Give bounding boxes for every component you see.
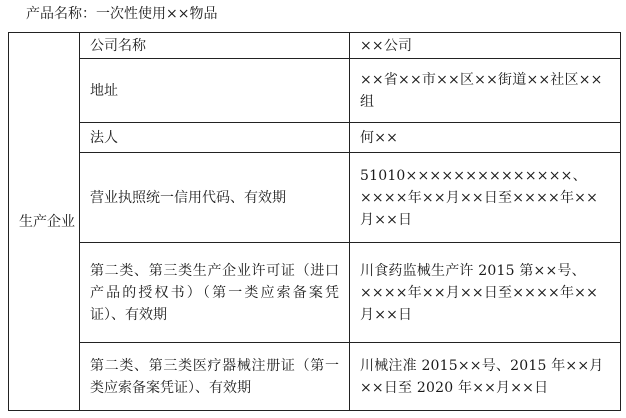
row-label: 法人 — [80, 123, 350, 153]
row-label: 地址 — [80, 59, 350, 123]
row-label: 公司名称 — [80, 33, 350, 59]
enterprise-info-table — [8, 32, 621, 411]
table-row — [9, 33, 621, 59]
table-row — [9, 123, 621, 153]
row-value: ××公司 — [350, 33, 621, 59]
row-value: ××省××市××区××街道××社区××组 — [350, 59, 621, 123]
table-row — [9, 59, 621, 123]
table-row — [9, 343, 621, 411]
row-value: 川食药监械生产许 2015 第××号、××××年××月××日至××××年××月××日 — [350, 243, 621, 343]
row-label: 第二类、第三类医疗器械注册证（第一类应索备案凭证）、有效期 — [80, 343, 350, 411]
row-value: 何×× — [350, 123, 621, 153]
row-label: 第二类、第三类生产企业许可证（进口产品的授权书）（第一类应索备案凭证）、有效期 — [80, 243, 350, 343]
product-name-heading: 产品名称：一次性使用××物品 — [26, 6, 218, 22]
row-value: 51010××××××××××××××、××××年××月××日至××××年××月××日 — [350, 153, 621, 243]
category-cell: 生产企业 — [9, 33, 80, 411]
row-value: 川械注准 2015××号、2015 年××月××日至 2020 年××月××日 — [350, 343, 621, 411]
table-row — [9, 153, 621, 243]
row-label: 营业执照统一信用代码、有效期 — [80, 153, 350, 243]
table-row — [9, 243, 621, 343]
